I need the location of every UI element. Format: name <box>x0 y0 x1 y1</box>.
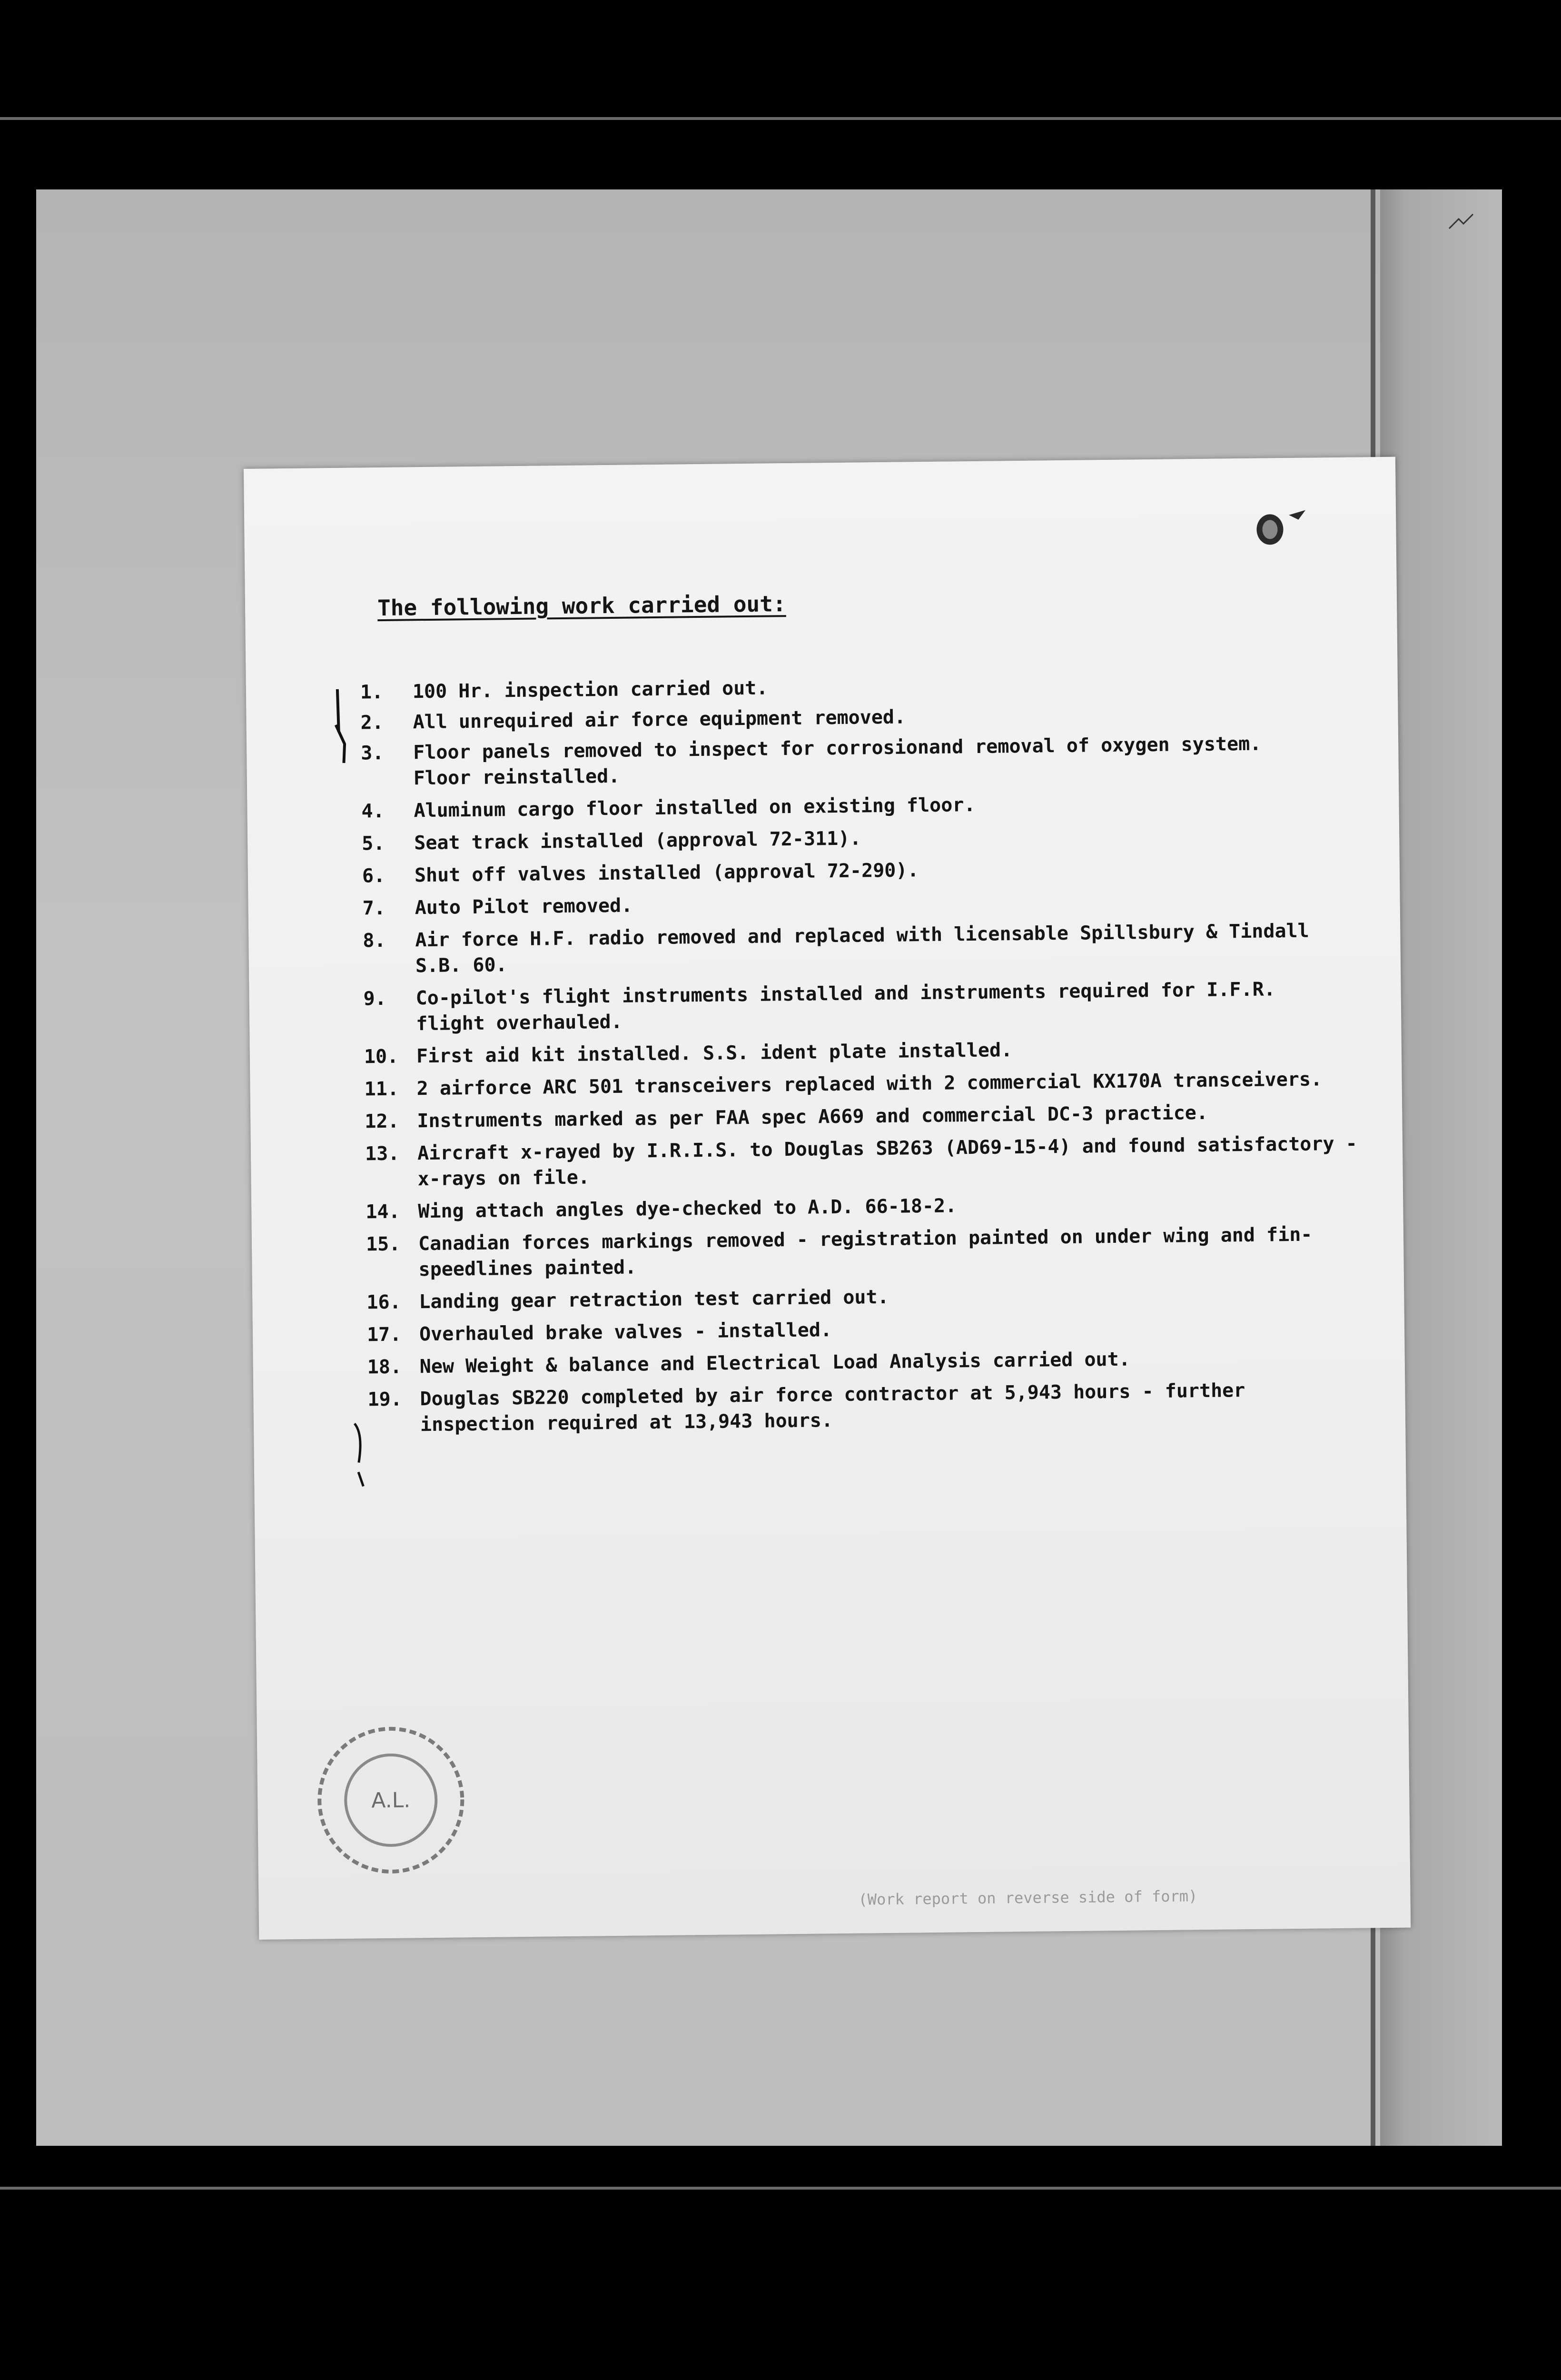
margin-check-mark-20 <box>351 1467 371 1515</box>
page-corner-scribble-icon <box>1447 209 1475 238</box>
list-item: 17. Overhauled brake valves - installed. <box>366 1319 832 1346</box>
list-item: 6. Shut off valves installed (approval 72-290). <box>362 859 919 887</box>
list-item: 3. Floor panels removed to inspect for corrosionand removal of oxygen system. Floor reinstalled. <box>361 733 1262 790</box>
list-item: 1. 100 Hr. inspection carried out. <box>360 677 768 704</box>
list-item: 16. Landing gear retraction test carried out. <box>366 1286 889 1314</box>
list-item: 19. Douglas SB220 completed by air force contractor at 5,943 hours - further inspection required at 13,943 hours. <box>367 1379 1245 1436</box>
list-item: 2. All unrequired air force equipment removed. <box>360 706 906 734</box>
margin-check-mark-2 <box>331 720 351 768</box>
list-item: 12. Instruments marked as per FAA spec A669 and commercial DC-3 practice. <box>365 1101 1208 1133</box>
list-item: 11. 2 airforce ARC 501 transceivers replaced with 2 commercial KX170A transceivers. <box>364 1068 1323 1101</box>
list-item: 5. Seat track installed (approval 72-311). <box>362 827 861 855</box>
list-item: 8. Air force H.F. radio removed and replaced with licensable Spillsbury & Tindall S.B. 60. <box>363 920 1309 977</box>
list-item: 15. Canadian forces markings removed - registration painted on under wing and fin- speedlines painted. <box>366 1223 1313 1281</box>
list-item: 18. New Weight & balance and Electrical Load Analysis carried out. <box>367 1348 1131 1378</box>
page-heading: The following work carried out: <box>377 591 786 621</box>
list-item: 13. Aircraft x-rayed by I.R.I.S. to Douglas SB263 (AD69-15-4) and found satisfactory - x-rays on file. <box>365 1132 1357 1190</box>
film-border-bottom <box>0 2187 1561 2190</box>
work-report-page <box>244 457 1411 1940</box>
margin-check-mark-19 <box>349 1419 368 1467</box>
stamp-label: A.L. <box>371 1788 411 1813</box>
punch-hole-icon <box>1248 500 1315 553</box>
footer-note: (Work report on reverse side of form) <box>858 1887 1198 1909</box>
official-stamp <box>309 1718 473 1882</box>
film-border-top <box>0 117 1561 120</box>
list-item: 4. Aluminum cargo floor installed on existing floor. <box>361 793 976 823</box>
list-item: 9. Co-pilot's flight instruments installed and instruments required for I.F.R. flight overhauled. <box>363 978 1275 1035</box>
list-item: 7. Auto Pilot removed. <box>362 894 633 920</box>
work-items-list <box>360 669 1368 1445</box>
list-item: 10. First aid kit installed. S.S. ident plate installed. <box>364 1039 1013 1068</box>
list-item: 14. Wing attach angles dye-checked to A.D. 66-18-2. <box>366 1195 957 1223</box>
